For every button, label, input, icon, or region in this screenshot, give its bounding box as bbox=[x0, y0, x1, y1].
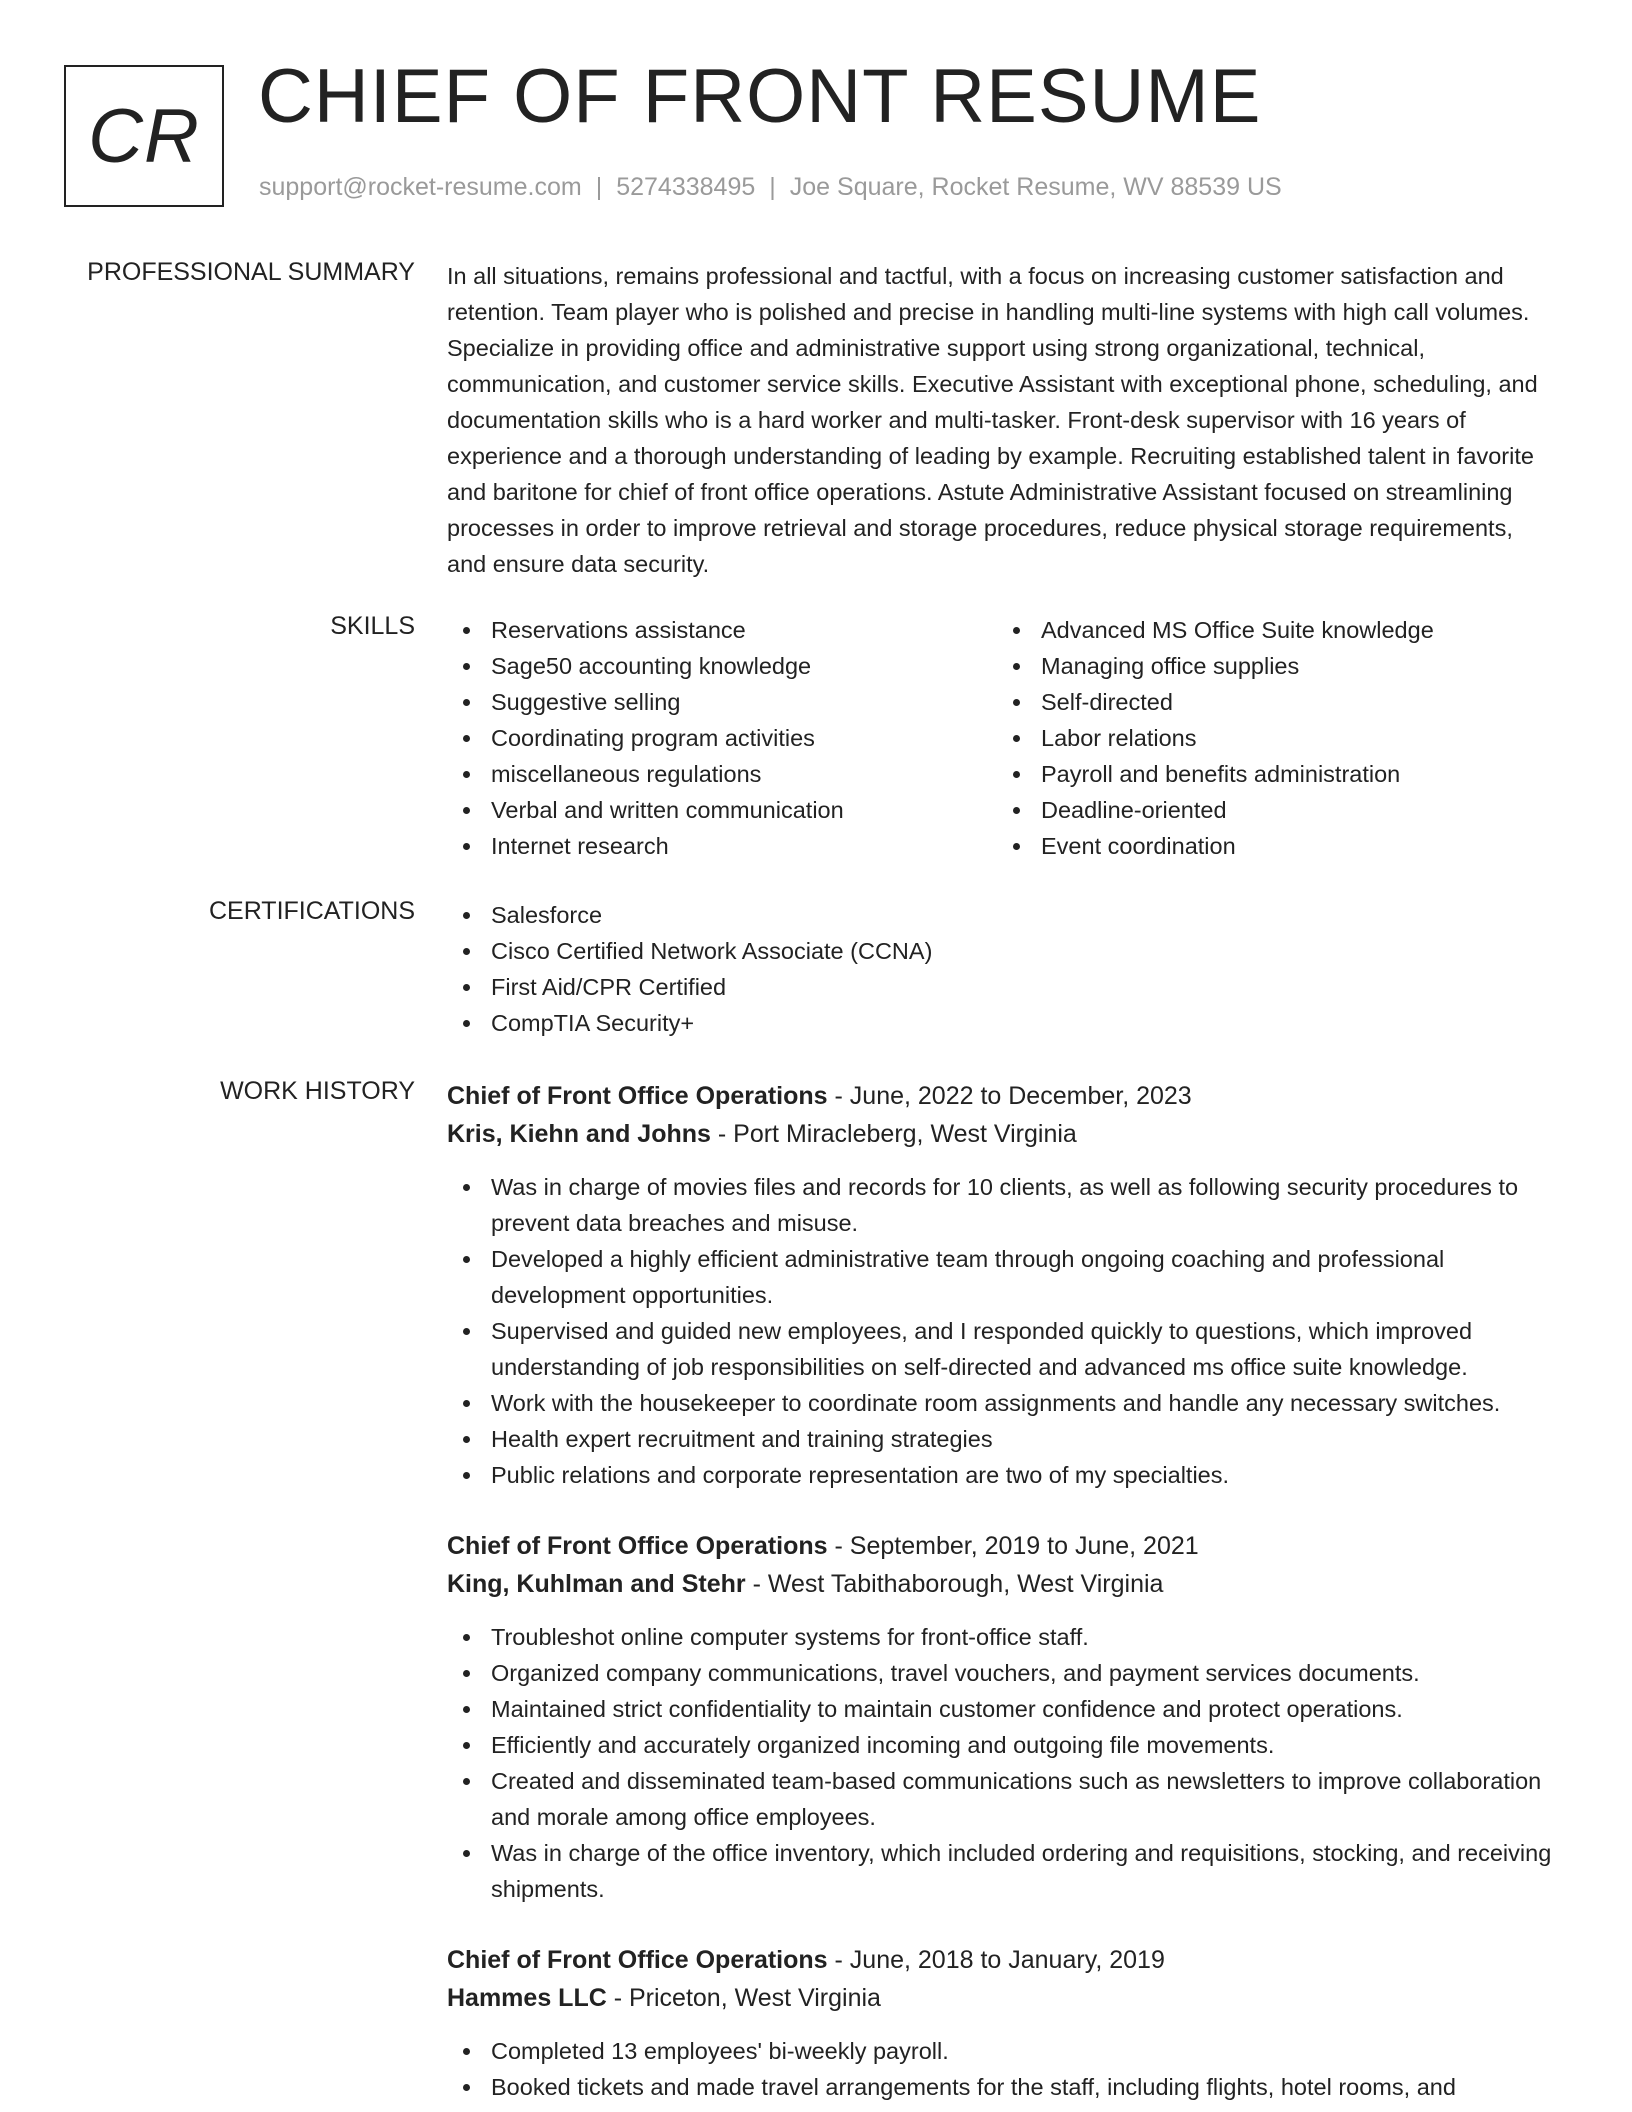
certification-item: First Aid/CPR Certified bbox=[447, 969, 1557, 1005]
job-company: Hammes LLC bbox=[447, 1984, 607, 2012]
job-company: Kris, Kiehn and Johns bbox=[447, 1120, 711, 1148]
job-bullet: Organized company communications, travel vouchers, and payment services documents. bbox=[447, 1655, 1557, 1691]
job-bullet: Completed 13 employees' bi-weekly payroll. bbox=[447, 2033, 1557, 2069]
job-location: - Port Miracleberg, West Virginia bbox=[710, 1120, 1077, 1148]
job-bullet: Was in charge of the office inventory, which included ordering and requisitions, stocking, and receiving shipments. bbox=[447, 1835, 1557, 1907]
job-title: Chief of Front Office Operations bbox=[447, 1532, 828, 1560]
certification-item: Salesforce bbox=[447, 897, 1557, 933]
job-company: King, Kuhlman and Stehr bbox=[447, 1570, 746, 1598]
job-title-line bbox=[447, 1941, 1557, 1979]
skill-item: Coordinating program activities bbox=[447, 720, 997, 756]
skill-item: Internet research bbox=[447, 828, 997, 864]
contact-address: Joe Square, Rocket Resume, WV 88539 US bbox=[789, 173, 1282, 201]
skill-item: Sage50 accounting knowledge bbox=[447, 648, 997, 684]
job-bullet: Booked tickets and made travel arrangements for the staff, including flights, hotel rooms, and bbox=[447, 2069, 1557, 2105]
contact-separator: | bbox=[769, 173, 776, 201]
job-dates: - June, 2018 to January, 2019 bbox=[827, 1946, 1165, 1974]
job-bullet: Maintained strict confidentiality to maintain customer confidence and protect operations. bbox=[447, 1691, 1557, 1727]
job-bullets bbox=[447, 2033, 1557, 2105]
skill-item: Labor relations bbox=[997, 720, 1547, 756]
contact-line bbox=[259, 173, 1282, 202]
job-bullet: Work with the housekeeper to coordinate room assignments and handle any necessary switches. bbox=[447, 1385, 1557, 1421]
job-company-line bbox=[447, 1979, 1557, 2017]
certifications-body bbox=[447, 897, 1557, 1041]
skill-item: Payroll and benefits administration bbox=[997, 756, 1547, 792]
job-bullet: Supervised and guided new employees, and I responded quickly to questions, which improved understanding of job responsibilities on self-directed and advanced ms office suite knowledge. bbox=[447, 1313, 1557, 1385]
job-bullet: Efficiently and accurately organized incoming and outgoing file movements. bbox=[447, 1727, 1557, 1763]
job-bullet: Was in charge of movies files and records for 10 clients, as well as following security procedures to prevent data breaches and misuse. bbox=[447, 1169, 1557, 1241]
job-title-line bbox=[447, 1077, 1557, 1115]
job-location: - Priceton, West Virginia bbox=[606, 1984, 881, 2012]
skills-body bbox=[447, 612, 1557, 864]
job-bullet: Public relations and corporate representation are two of my specialties. bbox=[447, 1457, 1557, 1493]
skills-grid bbox=[447, 612, 1557, 864]
job-title-line bbox=[447, 1527, 1557, 1565]
skills-list-right bbox=[997, 612, 1547, 864]
job-bullet: Health expert recruitment and training strategies bbox=[447, 1421, 1557, 1457]
skills-list-left bbox=[447, 612, 997, 864]
job-company-line bbox=[447, 1565, 1557, 1603]
job-entry bbox=[447, 1077, 1557, 1493]
certification-item: Cisco Certified Network Associate (CCNA) bbox=[447, 933, 1557, 969]
skill-item: miscellaneous regulations bbox=[447, 756, 997, 792]
section-label: CERTIFICATIONS bbox=[208, 897, 415, 925]
job-bullet: Created and disseminated team-based communications such as newsletters to improve collaboration and morale among office employees. bbox=[447, 1763, 1557, 1835]
summary-text: In all situations, remains professional and tactful, with a focus on increasing customer satisfaction and retention. Team player who is polished and precise in handling multi-line systems with high call volumes. Specialize in providing office and administrative support using strong organizational, technical, communication, and customer service skills. Executive Assistant with exceptional phone, scheduling, and documentation skills who is a hard worker and multi-tasker. Front-desk supervisor with 16 years of experience and a thorough understanding of leading by example. Recruiting established talent in favorite and baritone for chief of front office operations. Astute Administrative Assistant focused on streamlining processes in order to improve retrieval and storage procedures, reduce physical storage requirements, and ensure data security. bbox=[447, 263, 1538, 577]
job-title: Chief of Front Office Operations bbox=[447, 1082, 828, 1110]
job-dates: - June, 2022 to December, 2023 bbox=[827, 1082, 1192, 1110]
skill-item: Advanced MS Office Suite knowledge bbox=[997, 612, 1547, 648]
skill-item: Managing office supplies bbox=[997, 648, 1547, 684]
job-company-line bbox=[447, 1115, 1557, 1153]
job-bullet: Troubleshot online computer systems for front-office staff. bbox=[447, 1619, 1557, 1655]
section-label: PROFESSIONAL SUMMARY bbox=[87, 258, 415, 286]
job-entry bbox=[447, 1527, 1557, 1907]
job-entry bbox=[447, 1941, 1557, 2105]
contact-email: support@rocket-resume.com bbox=[259, 173, 582, 201]
resume-title: CHIEF OF FRONT RESUME bbox=[258, 54, 1262, 139]
contact-phone: 5274338495 bbox=[616, 173, 756, 201]
skill-item: Event coordination bbox=[997, 828, 1547, 864]
job-bullet: Developed a highly efficient administrative team through ongoing coaching and professional development opportunities. bbox=[447, 1241, 1557, 1313]
skill-item: Reservations assistance bbox=[447, 612, 997, 648]
job-title: Chief of Front Office Operations bbox=[447, 1946, 828, 1974]
job-bullets bbox=[447, 1169, 1557, 1493]
certification-item: CompTIA Security+ bbox=[447, 1005, 1557, 1041]
skill-item: Verbal and written communication bbox=[447, 792, 997, 828]
skill-item: Deadline-oriented bbox=[997, 792, 1547, 828]
work-history-body bbox=[447, 1077, 1557, 2105]
certifications-list bbox=[447, 897, 1557, 1041]
monogram: CR bbox=[64, 65, 224, 207]
job-location: - West Tabithaborough, West Virginia bbox=[745, 1570, 1164, 1598]
section-label: WORK HISTORY bbox=[220, 1077, 415, 1105]
contact-separator: | bbox=[595, 173, 603, 201]
job-dates: - September, 2019 to June, 2021 bbox=[827, 1532, 1199, 1560]
section-label: SKILLS bbox=[330, 612, 415, 640]
skill-item: Self-directed bbox=[997, 684, 1547, 720]
job-bullets bbox=[447, 1619, 1557, 1907]
skill-item: Suggestive selling bbox=[447, 684, 997, 720]
